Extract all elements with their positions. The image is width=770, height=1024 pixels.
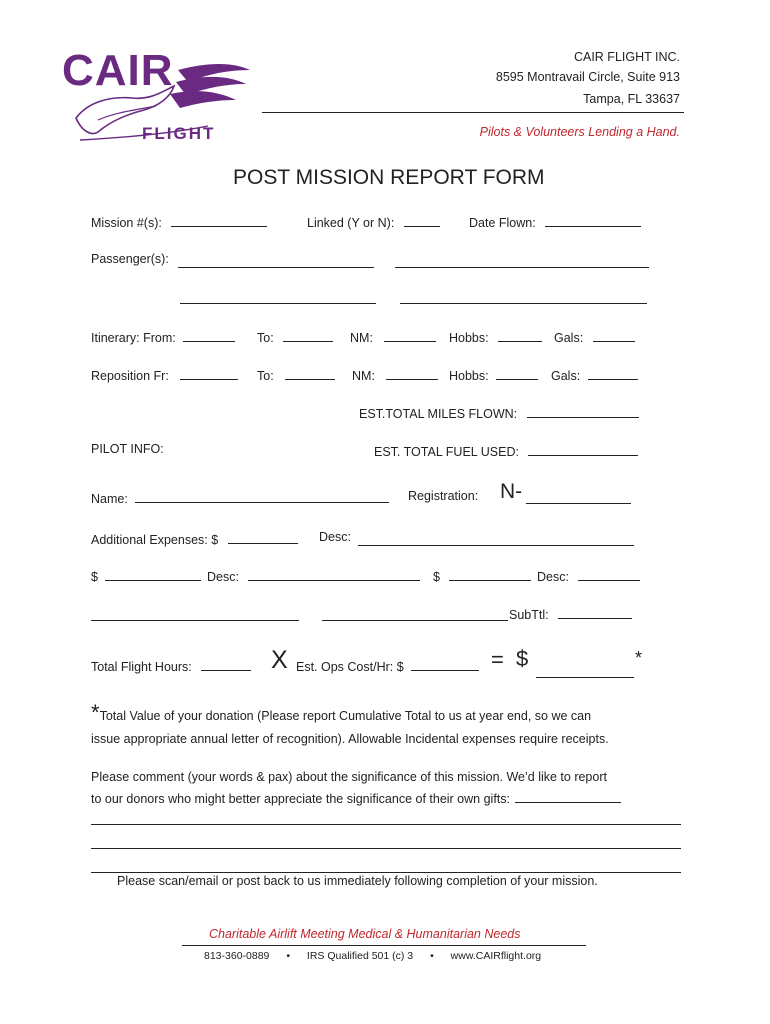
subtotal-label: SubTtl:: [509, 608, 549, 622]
itinerary-to-field[interactable]: [283, 328, 333, 342]
expense-amount-field-2[interactable]: [105, 567, 201, 581]
date-flown-field[interactable]: [545, 213, 641, 227]
itinerary-hobbs-label: Hobbs:: [449, 331, 489, 345]
footer-tagline: Charitable Airlift Meeting Medical & Humanitarian Needs: [209, 927, 521, 941]
reposition-nm-field[interactable]: [386, 366, 438, 380]
linked-label: Linked (Y or N):: [307, 216, 395, 230]
passengers-label: Passenger(s):: [91, 252, 169, 266]
header-rule: [262, 112, 684, 113]
passenger-field-3[interactable]: [180, 290, 376, 304]
multiply-sign: X: [271, 646, 288, 674]
registration-label: Registration:: [408, 489, 479, 503]
additional-expenses-label: Additional Expenses: $: [91, 533, 219, 547]
mission-label: Mission #(s):: [91, 216, 162, 230]
reposition-from-field[interactable]: [180, 366, 238, 380]
expense-desc-label-3: Desc:: [537, 570, 569, 584]
subtotal-blank-1[interactable]: [91, 607, 299, 621]
itinerary-hobbs-field[interactable]: [498, 328, 542, 342]
footer-website-link[interactable]: www.CAIRflight.org: [450, 950, 542, 962]
itinerary-nm-field[interactable]: [384, 328, 436, 342]
return-note: Please scan/email or post back to us immediately following completion of your mission.: [117, 874, 598, 888]
page-title: POST MISSION REPORT FORM: [233, 166, 545, 189]
reposition-to-field[interactable]: [285, 366, 335, 380]
mission-field[interactable]: [171, 213, 267, 227]
passenger-field-2[interactable]: [395, 254, 649, 268]
logo-cair-text: CAIR: [62, 46, 174, 95]
total-flight-hours-label: Total Flight Hours:: [91, 660, 192, 674]
header-tagline: Pilots & Volunteers Lending a Hand.: [479, 125, 680, 139]
linked-field[interactable]: [404, 213, 440, 227]
expense-desc-field-1[interactable]: [358, 532, 634, 546]
passenger-field-1[interactable]: [178, 254, 374, 268]
footer-irs: IRS Qualified 501 (c) 3: [306, 950, 414, 962]
reposition-gals-label: Gals:: [551, 369, 581, 383]
result-dollar-sign: $: [516, 646, 529, 671]
comment-line1: Please comment (your words & pax) about the significance of this mission. We’d like to report: [91, 770, 607, 784]
est-ops-cost-label: Est. Ops Cost/Hr: $: [296, 660, 404, 674]
itinerary-gals-label: Gals:: [554, 331, 584, 345]
reposition-gals-field[interactable]: [588, 366, 638, 380]
comment-line2: to our donors who might better appreciate the significance of their own gifts:: [91, 792, 510, 806]
est-ops-cost-field[interactable]: [411, 657, 479, 671]
itinerary-gals-field[interactable]: [593, 328, 635, 342]
expense-desc-label-1: Desc:: [319, 530, 351, 544]
subtotal-blank-2[interactable]: [322, 607, 508, 621]
footer-bullet-1: •: [286, 950, 290, 962]
itinerary-to-label: To:: [257, 331, 274, 345]
expense-amount-field-3[interactable]: [449, 567, 531, 581]
registration-field[interactable]: [526, 490, 631, 504]
expense-dollar-3: $: [433, 570, 440, 584]
footer-phone: 813-360-0889: [204, 950, 270, 962]
expense-desc-label-2: Desc:: [207, 570, 239, 584]
logo-flight-text: FLIGHT: [142, 124, 216, 143]
org-name: CAIR FLIGHT INC.: [573, 50, 680, 64]
org-city: Tampa, FL 33637: [583, 92, 680, 106]
reposition-to-label: To:: [257, 369, 274, 383]
equals-sign: =: [491, 647, 504, 672]
total-flight-hours-field[interactable]: [201, 657, 251, 671]
date-flown-label: Date Flown:: [469, 216, 536, 230]
footer-bullet-2: •: [430, 950, 434, 962]
est-fuel-field[interactable]: [528, 442, 638, 456]
footer-rule: [182, 945, 586, 946]
registration-n-prefix: N-: [500, 480, 523, 503]
itinerary-from-field[interactable]: [183, 328, 235, 342]
name-field[interactable]: [135, 489, 389, 503]
est-miles-label: EST.TOTAL MILES FLOWN:: [359, 407, 518, 421]
name-label: Name:: [91, 492, 128, 506]
subtotal-field[interactable]: [558, 605, 632, 619]
reposition-hobbs-label: Hobbs:: [449, 369, 489, 383]
est-miles-field[interactable]: [527, 404, 639, 418]
comment-line-field-2[interactable]: [91, 848, 681, 849]
est-fuel-label: EST. TOTAL FUEL USED:: [374, 445, 519, 459]
itinerary-from-label: Itinerary: From:: [91, 331, 176, 345]
donation-note-line2: issue appropriate annual letter of recognition). Allowable Incidental expenses require receipts.: [91, 732, 609, 746]
donation-asterisk: *: [91, 700, 100, 725]
itinerary-nm-label: NM:: [350, 331, 373, 345]
expense-desc-field-2[interactable]: [248, 567, 420, 581]
expense-dollar-2: $: [91, 570, 98, 584]
org-address: 8595 Montravail Circle, Suite 913: [495, 70, 680, 84]
expense-desc-field-3[interactable]: [578, 567, 640, 581]
donation-note-line1: Total Value of your donation (Please report Cumulative Total to us at year end, so we can: [99, 709, 592, 723]
reposition-label: Reposition Fr:: [91, 369, 169, 383]
pilot-info-label: PILOT INFO:: [91, 442, 164, 456]
passenger-field-4[interactable]: [400, 290, 647, 304]
result-total-field[interactable]: [536, 663, 634, 678]
result-asterisk: *: [635, 648, 643, 668]
reposition-nm-label: NM:: [352, 369, 375, 383]
comment-line-field-3[interactable]: [91, 872, 681, 873]
comment-inline-field[interactable]: [515, 789, 621, 803]
comment-line-field-1[interactable]: [91, 824, 681, 825]
reposition-hobbs-field[interactable]: [496, 366, 538, 380]
additional-expenses-field[interactable]: [228, 530, 298, 544]
cair-flight-logo: [58, 40, 258, 150]
